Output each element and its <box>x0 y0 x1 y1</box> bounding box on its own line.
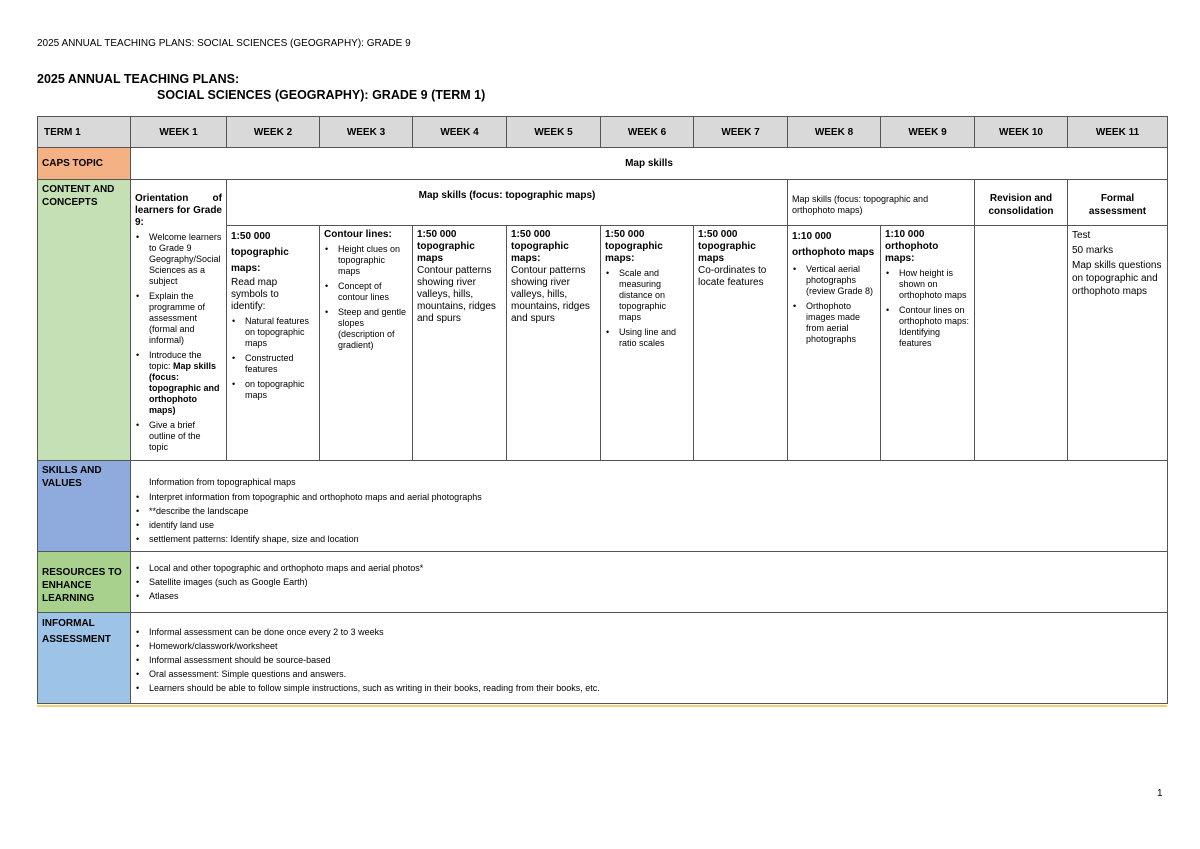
week-9-heading: 1:10 000 orthophoto maps: <box>885 228 939 264</box>
informal-item: • Oral assessment: Simple questions and answers. <box>149 669 1163 680</box>
week-6-bullet: • Scale and measuring distance on topographic maps <box>619 268 689 323</box>
week-2-bullet: • Natural features on topographic maps <box>245 316 315 349</box>
week-2-bullet: • on topographic maps <box>245 379 315 401</box>
week-8-heading: 1:10 000 orthophoto maps <box>792 230 875 258</box>
skills-item: • identify land use <box>149 520 1163 531</box>
week-6-content <box>601 225 694 460</box>
skills-values-content <box>131 461 1168 552</box>
week-4-header: WEEK 4 <box>413 117 507 148</box>
week-10-content <box>975 225 1068 460</box>
week-2-text: Read map symbols to identify: <box>231 276 279 312</box>
resources-item: • Satellite images (such as Google Earth) <box>149 577 1163 588</box>
week-6-header: WEEK 6 <box>601 117 694 148</box>
week-8-header: WEEK 8 <box>788 117 881 148</box>
week-8-bullet: • Orthophoto images made from aerial photographs <box>806 301 876 345</box>
week-11-formal-assessment: Formal assessment <box>1068 180 1168 226</box>
resources-row <box>38 552 1168 613</box>
week-4-text: Contour patterns showing river valleys, hills, mountains, ridges and spurs <box>417 264 496 324</box>
skills-item: • **describe the landscape <box>149 506 1163 517</box>
week-6-heading: 1:50 000 topographic maps: <box>605 228 663 264</box>
week-5-header: WEEK 5 <box>507 117 601 148</box>
week-9-bullet: • How height is shown on orthophoto maps <box>899 268 970 301</box>
week-4-content <box>413 225 507 460</box>
week-5-content <box>507 225 601 460</box>
week-11-header: WEEK 11 <box>1068 117 1168 148</box>
week-10-header: WEEK 10 <box>975 117 1068 148</box>
resources-content <box>131 552 1168 613</box>
week-1-bullet: • Introduce the topic: Map skills (focus: topographic and orthophoto maps) <box>149 350 222 416</box>
title-line-1: 2025 ANNUAL TEACHING PLANS: <box>37 72 240 86</box>
skills-item: • Interpret information from topographic and orthophoto maps and aerial photographs <box>149 492 1163 503</box>
table-bottom-rule <box>37 705 1167 707</box>
skills-item: • settlement patterns: Identify shape, size and location <box>149 534 1163 545</box>
week-11-line: Map skills questions on topographic and orthophoto maps <box>1072 259 1162 297</box>
teaching-plan-table <box>37 116 1168 704</box>
resources-item: • Local and other topographic and orthophoto maps and aerial photos* <box>149 563 1163 574</box>
week-3-heading: Contour lines: <box>324 228 392 240</box>
week-7-heading: 1:50 000 topographic maps <box>698 228 756 264</box>
week-8-bullet: • Vertical aerial photographs (review Grade 8) <box>806 264 876 297</box>
skills-intro: Information from topographical maps <box>149 477 296 487</box>
informal-item: • Learners should be able to follow simple instructions, such as writing in their books, reading from their books, etc. <box>149 683 1163 694</box>
week-1-header: WEEK 1 <box>131 117 227 148</box>
informal-row <box>38 613 1168 704</box>
resources-label: RESOURCES TO ENHANCE LEARNING <box>38 552 131 613</box>
caps-row <box>38 148 1168 180</box>
week-2-bullet: • Constructed features <box>245 353 315 375</box>
week-3-bullet: • Steep and gentle slopes (description of gradient) <box>338 307 408 351</box>
week-2-header: WEEK 2 <box>227 117 320 148</box>
week-3-header: WEEK 3 <box>320 117 413 148</box>
term-header: TERM 1 <box>38 117 131 148</box>
title-line-2: SOCIAL SCIENCES (GEOGRAPHY): GRADE 9 (TERM 1) <box>157 88 486 102</box>
weeks-2-7-focus: Map skills (focus: topographic maps) <box>227 180 788 226</box>
week-11-content <box>1068 225 1168 460</box>
week-7-header: WEEK 7 <box>694 117 788 148</box>
week-11-line: Test <box>1072 229 1091 241</box>
document-title <box>37 71 485 103</box>
week-10-revision: Revision and consolidation <box>975 180 1068 226</box>
week-3-bullet: • Concept of contour lines <box>338 281 408 303</box>
week-5-heading: 1:50 000 topographic maps: <box>511 228 569 264</box>
week-1-bullet: • Welcome learners to Grade 9 Geography/Social Sciences as a subject <box>149 232 222 287</box>
skills-row <box>38 461 1168 552</box>
skills-values-label: SKILLS AND VALUES <box>38 461 131 552</box>
week-2-heading: 1:50 000 topographic maps: <box>231 230 289 274</box>
week-8-content <box>788 225 881 460</box>
running-header: 2025 ANNUAL TEACHING PLANS: SOCIAL SCIENCES (GEOGRAPHY): GRADE 9 <box>37 38 411 49</box>
week-3-content <box>320 225 413 460</box>
week-6-bullet: • Using line and ratio scales <box>619 327 689 349</box>
caps-topic-label: CAPS TOPIC <box>38 148 131 180</box>
week-4-heading: 1:50 000 topographic maps <box>417 228 475 264</box>
week-11-line: 50 marks <box>1072 244 1114 256</box>
week-5-text: Contour patterns showing river valleys, hills, mountains, ridges and spurs <box>511 264 590 324</box>
informal-item: • Homework/classwork/worksheet <box>149 641 1163 652</box>
week-7-text: Co-ordinates to locate features <box>698 264 767 288</box>
caps-topic-value: Map skills <box>131 148 1168 180</box>
week-9-bullet: • Contour lines on orthophoto maps: Identifying features <box>899 305 970 349</box>
week-1-bullet: • Give a brief outline of the topic <box>149 420 222 453</box>
informal-item: • Informal assessment should be source-based <box>149 655 1163 666</box>
header-row <box>38 117 1168 148</box>
week-1-bullet: • Explain the programme of assessment (formal and informal) <box>149 291 222 346</box>
week-9-content <box>881 225 975 460</box>
page-number: 1 <box>1157 788 1163 799</box>
content-concepts-label: CONTENT AND CONCEPTS <box>38 180 131 461</box>
week-2-content <box>227 225 320 460</box>
content-row-top <box>38 180 1168 226</box>
week-9-header: WEEK 9 <box>881 117 975 148</box>
week-1-heading: Orientation of learners for Grade 9: <box>135 193 222 228</box>
resources-item: • Atlases <box>149 591 1163 602</box>
weeks-8-9-focus: Map skills (focus: topographic and orthophoto maps) <box>788 180 975 226</box>
week-7-content <box>694 225 788 460</box>
informal-assessment-content <box>131 613 1168 704</box>
informal-assessment-label: INFORMAL ASSESSMENT <box>38 613 131 704</box>
week-1-content <box>131 180 227 461</box>
informal-item: • Informal assessment can be done once every 2 to 3 weeks <box>149 627 1163 638</box>
week-3-bullet: • Height clues on topographic maps <box>338 244 408 277</box>
